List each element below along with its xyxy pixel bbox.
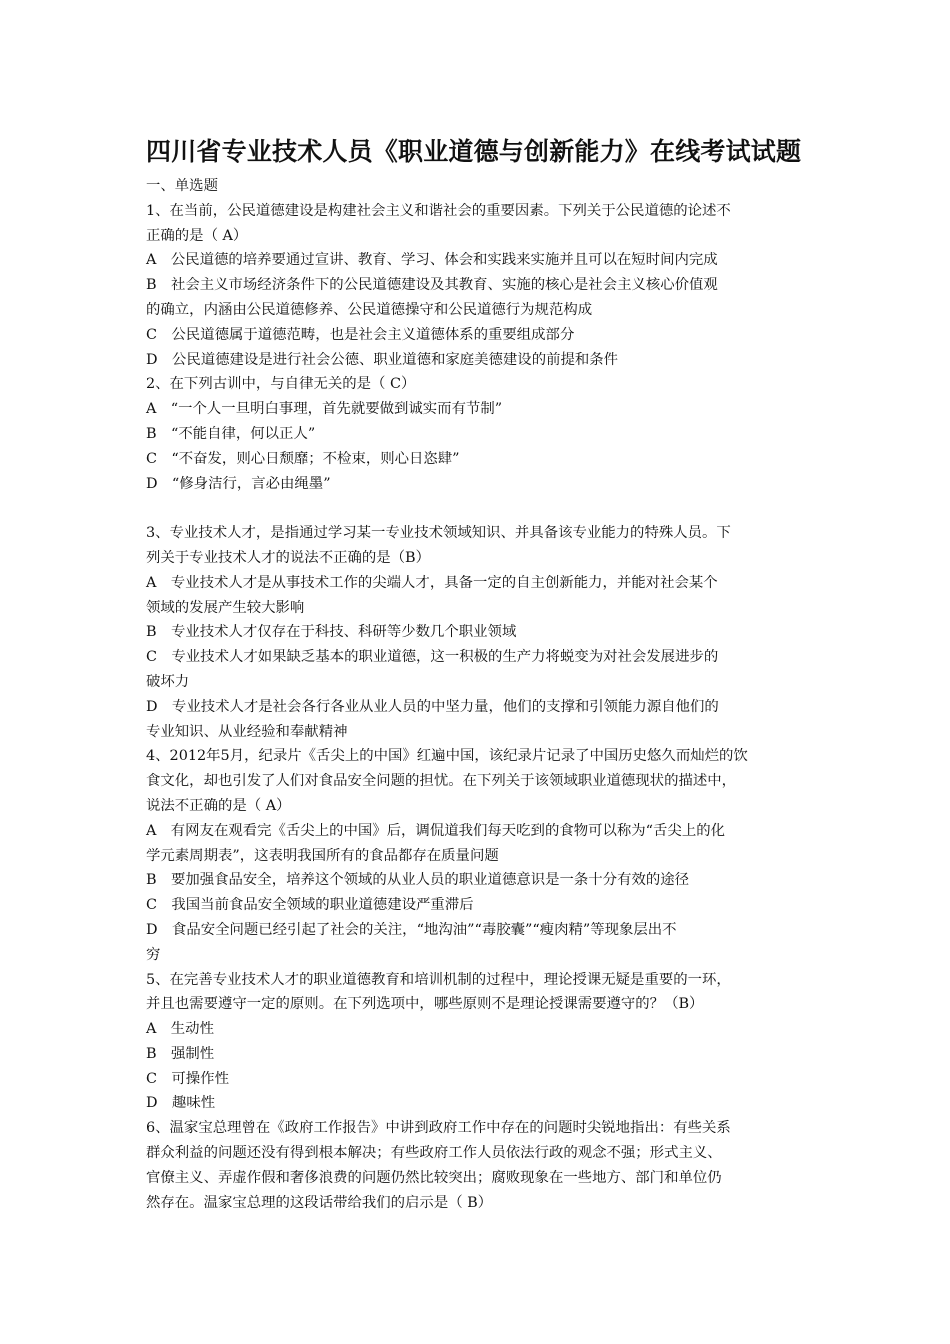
text-line: D 专业技术人才是社会各行各业从业人员的中坚力量，他们的支撑和引领能力源自他们的	[146, 698, 719, 715]
text-line: 并且也需要遵守一定的原则。在下列选项中，哪些原则不是理论授课需要遵守的？（B）	[146, 996, 704, 1013]
text-line: 2、在下列古训中，与自律无关的是（ C）	[146, 376, 416, 393]
text-line: D 食品安全问题已经引起了社会的关注，“地沟油”“毒胶囊”“瘦肉精”等现象层出不	[146, 921, 677, 938]
document-title: 四川省专业技术人员《职业道德与创新能力》在线考试试题	[146, 137, 802, 166]
text-line: B “不能自律，何以正人”	[146, 425, 316, 442]
text-line: 专业知识、从业经验和奉献精神	[146, 723, 348, 740]
text-line: D 公民道德建设是进行社会公德、职业道德和家庭美德建设的前提和条件	[146, 351, 619, 368]
text-line: 4、2012年5月，纪录片《舌尖上的中国》红遍中国，该纪录片记录了中国历史悠久而灿烂的饮	[146, 748, 748, 765]
text-line: 群众利益的问题还没有得到根本解决；有些政府工作人员依法行政的观念不强；形式主义、	[146, 1145, 722, 1162]
text-line: 穷	[146, 946, 161, 963]
text-line: D “修身洁行，言必由绳墨”	[146, 475, 331, 492]
text-line: 官僚主义、弄虚作假和奢侈浪费的问题仍然比较突出；腐败现象在一些地方、部门和单位仍	[146, 1169, 722, 1186]
text-line: 然存在。温家宝总理的这段话带给我们的启示是（ B）	[146, 1194, 493, 1211]
text-line: C 公民道德属于道德范畴，也是社会主义道德体系的重要组成部分	[146, 326, 575, 343]
blank-line	[146, 496, 814, 521]
text-line: 领域的发展产生较大影响	[146, 599, 305, 616]
text-line: 说法不正确的是（ A）	[146, 797, 291, 814]
text-line: 5、在完善专业技术人才的职业道德教育和培训机制的过程中，理论授课无疑是重要的一环，	[146, 971, 731, 988]
text-line: 食文化，却也引发了人们对食品安全问题的担忧。在下列关于该领域职业道德现状的描述中，	[146, 773, 737, 790]
text-line: A 专业技术人才是从事技术工作的尖端人才，具备一定的自主创新能力，并能对社会某个	[146, 574, 718, 591]
text-line: 6、温家宝总理曾在《政府工作报告》中讲到政府工作中存在的问题时尖锐地指出：有些关系	[146, 1120, 731, 1137]
text-line: 学元素周期表”，这表明我国所有的食品都存在质量问题	[146, 847, 499, 864]
text-line: C 可操作性	[146, 1070, 229, 1087]
text-line: C 我国当前食品安全领域的职业道德建设严重滞后	[146, 897, 474, 914]
text-line: A “一个人一旦明白事理，首先就要做到诚实而有节制”	[146, 401, 503, 418]
text-line: 列关于专业技术人才的说法不正确的是（B）	[146, 549, 430, 566]
text-line: A 有网友在观看完《舌尖上的中国》后，调侃道我们每天吃到的食物可以称为“舌尖上的化	[146, 822, 725, 839]
text-line: C “不奋发，则心日颓靡；不检束，则心日恣肆”	[146, 450, 460, 467]
text-line: 的确立，内涵由公民道德修养、公民道德操守和公民道德行为规范构成	[146, 301, 593, 318]
text-line: 破坏力	[146, 673, 190, 690]
document-body	[146, 174, 814, 1215]
text-line: 3、专业技术人才，是指通过学习某一专业技术领域知识、并具备该专业能力的特殊人员。下	[146, 525, 731, 542]
text-line: D 趣味性	[146, 1095, 216, 1112]
text-line: A 生动性	[146, 1021, 214, 1038]
text-line: B 专业技术人才仅存在于科技、科研等少数几个职业领域	[146, 624, 517, 641]
text-line: 一、单选题	[146, 178, 218, 194]
text-line: A 公民道德的培养要通过宣讲、教育、学习、体会和实践来实施并且可以在短时间内完成	[146, 252, 718, 269]
text-line: 1、在当前，公民道德建设是构建社会主义和谐社会的重要因素。下列关于公民道德的论述不	[146, 202, 731, 219]
text-line: B 社会主义市场经济条件下的公民道德建设及其教育、实施的核心是社会主义核心价值观	[146, 277, 718, 294]
text-line: B 要加强食品安全，培养这个领域的从业人员的职业道德意识是一条十分有效的途径	[146, 872, 690, 889]
text-line: B 强制性	[146, 1045, 215, 1062]
text-line: 正确的是（ A）	[146, 227, 248, 244]
text-line: C 专业技术人才如果缺乏基本的职业道德，这一积极的生产力将蜕变为对社会发展进步的	[146, 649, 719, 666]
